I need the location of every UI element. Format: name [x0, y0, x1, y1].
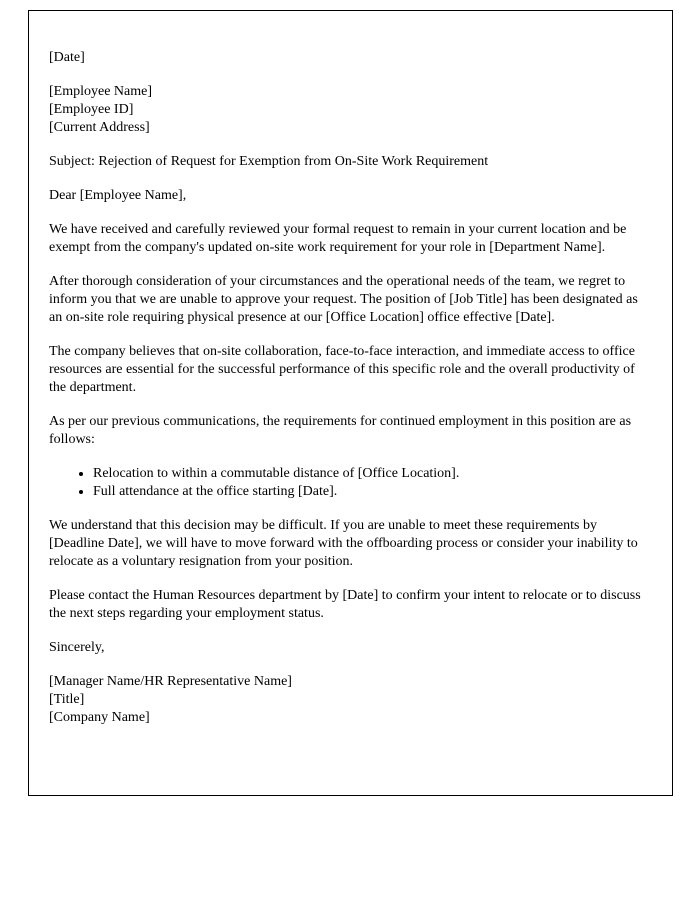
letter-date: [Date]: [49, 50, 85, 65]
recipient-id-line: [Employee ID]: [49, 102, 134, 117]
requirement-item-attendance: • Full attendance at the office starting [Date].: [93, 483, 648, 501]
body-paragraph-6: Please contact the Human Resources department by [Date] to confirm your intent to relocate or to discuss the next steps regarding your employment status.: [49, 588, 641, 621]
signature-block: [49, 673, 648, 727]
recipient-name-line: [Employee Name]: [49, 84, 153, 99]
requirement-item-relocation: • Relocation to within a commutable distance of [Office Location].: [93, 465, 648, 483]
closing: Sincerely,: [49, 640, 105, 655]
signature-title-line: [Title]: [49, 692, 85, 707]
body-paragraph-3: The company believes that on-site collaboration, face-to-face interaction, and immediate access to office resources are essential for the successful performance of this specific role and the overall productivity of the department.: [49, 344, 635, 395]
recipient-block: [49, 83, 648, 137]
body-paragraph-5: We understand that this decision may be difficult. If you are unable to meet these requirements by [Deadline Date], we will have to move forward with the offboarding process or consider your inability to relocate as a voluntary resignation from your position.: [49, 518, 638, 569]
requirements-list: [49, 465, 648, 501]
recipient-address-line: [Current Address]: [49, 120, 150, 135]
letter-border-frame: [28, 10, 673, 796]
subject-line: Subject: Rejection of Request for Exemption from On-Site Work Requirement: [49, 154, 489, 169]
body-paragraph-1: We have received and carefully reviewed your formal request to remain in your current location and be exempt from the company's updated on-site work requirement for your role in [Department Name].: [49, 222, 627, 255]
signature-name-line: [Manager Name/HR Representative Name]: [49, 674, 292, 689]
salutation: Dear [Employee Name],: [49, 188, 187, 203]
signature-company-line: [Company Name]: [49, 710, 150, 725]
body-paragraph-2: After thorough consideration of your circumstances and the operational needs of the team, we regret to inform you that we are unable to approve your request. The position of [Job Title] has been designated as an on-site role requiring physical presence at our [Office Location] office effective [Date].: [49, 274, 638, 325]
body-paragraph-4: As per our previous communications, the requirements for continued employment in this position are as follows:: [49, 414, 632, 447]
